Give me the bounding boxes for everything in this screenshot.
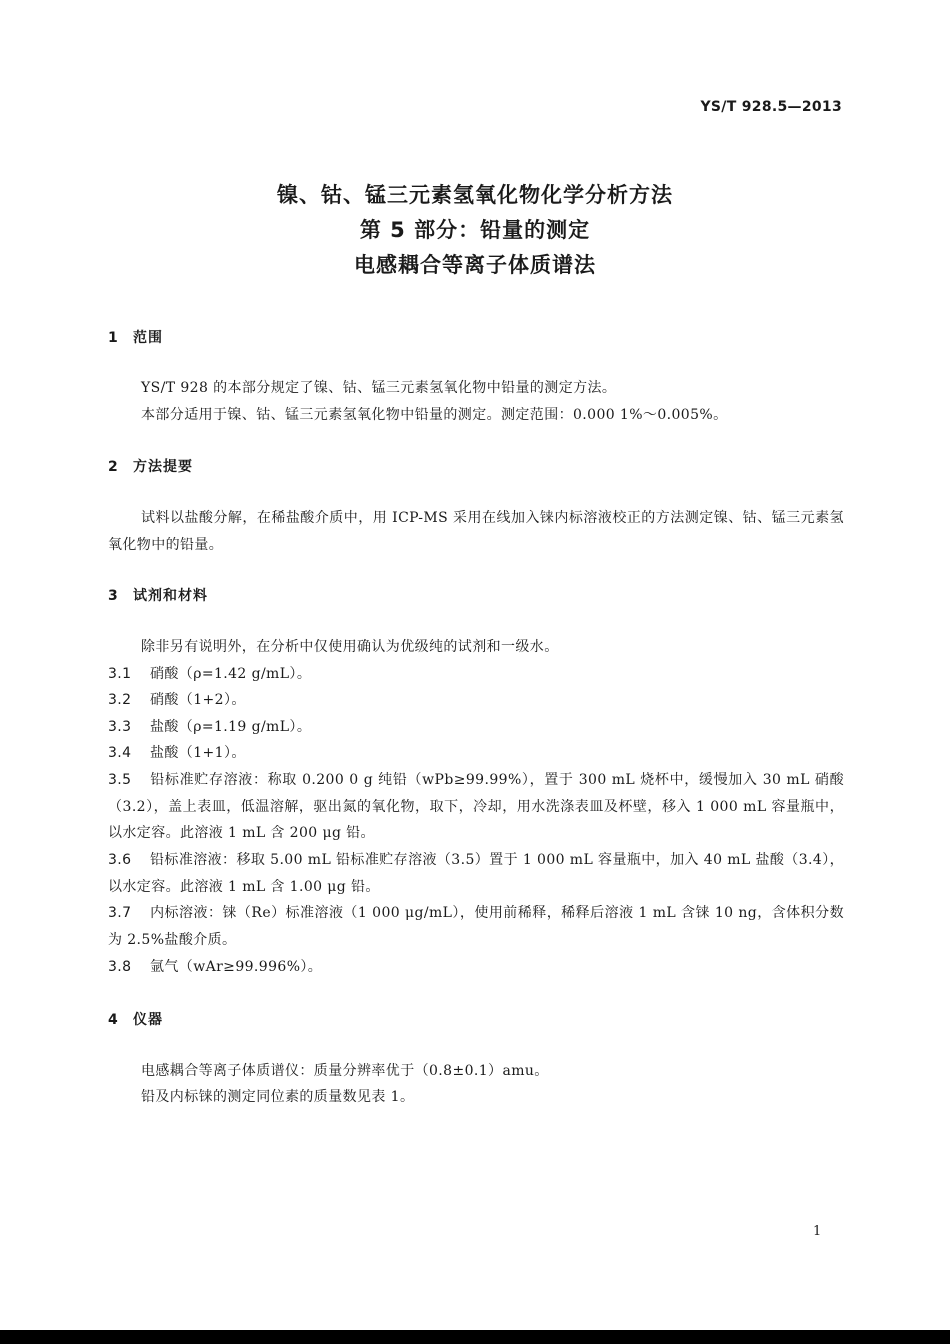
section-heading-scope — [108, 328, 163, 348]
title-line-3: 电感耦合等离子体质谱法 — [354, 253, 596, 277]
reagent-item — [108, 767, 844, 847]
reagent-item — [108, 714, 844, 741]
section-heading-reagents — [108, 586, 208, 606]
item-number: 3.1 — [108, 666, 132, 682]
item-number: 3.6 — [108, 852, 132, 868]
apparatus-paragraph-2: 铅及内标铼的测定同位素的质量数见表 1。 — [141, 1089, 415, 1105]
item-text: 盐酸（ρ=1.19 g/mL）。 — [150, 719, 312, 735]
section-number: 1 — [108, 330, 119, 346]
section-heading-principle — [108, 457, 193, 477]
reagent-item — [108, 847, 844, 900]
section-title: 试剂和材料 — [133, 588, 208, 604]
item-text: 氩气（wAr≥99.996%）。 — [150, 959, 323, 975]
title-line-1: 镍、钴、锰三元素氢氧化物化学分析方法 — [277, 183, 673, 207]
bottom-border — [0, 1330, 950, 1344]
item-number: 3.5 — [108, 772, 132, 788]
apparatus-paragraph-1: 电感耦合等离子体质谱仪：质量分辨率优于（0.8±0.1）amu。 — [141, 1063, 549, 1079]
reagent-item — [108, 740, 844, 767]
principle-paragraph: 试料以盐酸分解，在稀盐酸介质中，用 ICP-MS 采用在线加入铼内标溶液校正的方法测定镍、钴、锰三元素氢氧化物中的铅量。 — [108, 510, 844, 553]
reagent-item — [108, 900, 844, 953]
item-number: 3.2 — [108, 692, 132, 708]
section-number: 4 — [108, 1012, 119, 1028]
item-text: 盐酸（1+1）。 — [150, 745, 246, 761]
reagent-item — [108, 954, 844, 981]
item-number: 3.7 — [108, 905, 132, 921]
section-heading-apparatus — [108, 1010, 163, 1030]
scope-paragraph-2: 本部分适用于镍、钴、锰三元素氢氧化物中铅量的测定。测定范围：0.000 1%～0.005%。 — [141, 407, 728, 423]
item-text: 硝酸（1+2）。 — [150, 692, 246, 708]
item-text: 铅标准溶液：移取 5.00 mL 铅标准贮存溶液（3.5）置于 1 000 mL 容量瓶中，加入 40 mL 盐酸（3.4），以水定容。此溶液 1 mL 含 1.00 μg 铅。 — [108, 852, 844, 895]
item-number: 3.3 — [108, 719, 132, 735]
item-text: 铅标准贮存溶液：称取 0.200 0 g 纯铅（wPb≥99.99%），置于 300 mL 烧杯中，缓慢加入 30 mL 硝酸（3.2），盖上表皿，低温溶解，驱出氮的氧化物，取下，冷却，用水洗涤表皿及杯壁，移入 1 000 mL 容量瓶中，以水定容。此溶液 1 mL 含 200 μg 铅。 — [108, 772, 844, 841]
item-number: 3.8 — [108, 959, 132, 975]
item-number: 3.4 — [108, 745, 132, 761]
section-title: 方法提要 — [133, 459, 193, 475]
item-text: 内标溶液：铼（Re）标准溶液（1 000 μg/mL），使用前稀释，稀释后溶液 1 mL 含铼 10 ng，含体积分数为 2.5%盐酸介质。 — [108, 905, 844, 948]
reagent-item — [108, 661, 844, 688]
reagent-item — [108, 687, 844, 714]
section-number: 2 — [108, 459, 119, 475]
item-text: 硝酸（ρ=1.42 g/mL）。 — [150, 666, 312, 682]
standard-code: YS/T 928.5—2013 — [700, 99, 842, 115]
reagents-intro: 除非另有说明外，在分析中仅使用确认为优级纯的试剂和一级水。 — [141, 639, 559, 655]
title-line-2: 第 5 部分：铅量的测定 — [359, 218, 591, 242]
scope-paragraph-1: YS/T 928 的本部分规定了镍、钴、锰三元素氢氧化物中铅量的测定方法。 — [141, 380, 617, 396]
section-number: 3 — [108, 588, 119, 604]
document-title — [0, 178, 950, 283]
page-number: 1 — [813, 1224, 822, 1239]
section-title: 仪器 — [133, 1012, 163, 1028]
section-title: 范围 — [133, 330, 163, 346]
